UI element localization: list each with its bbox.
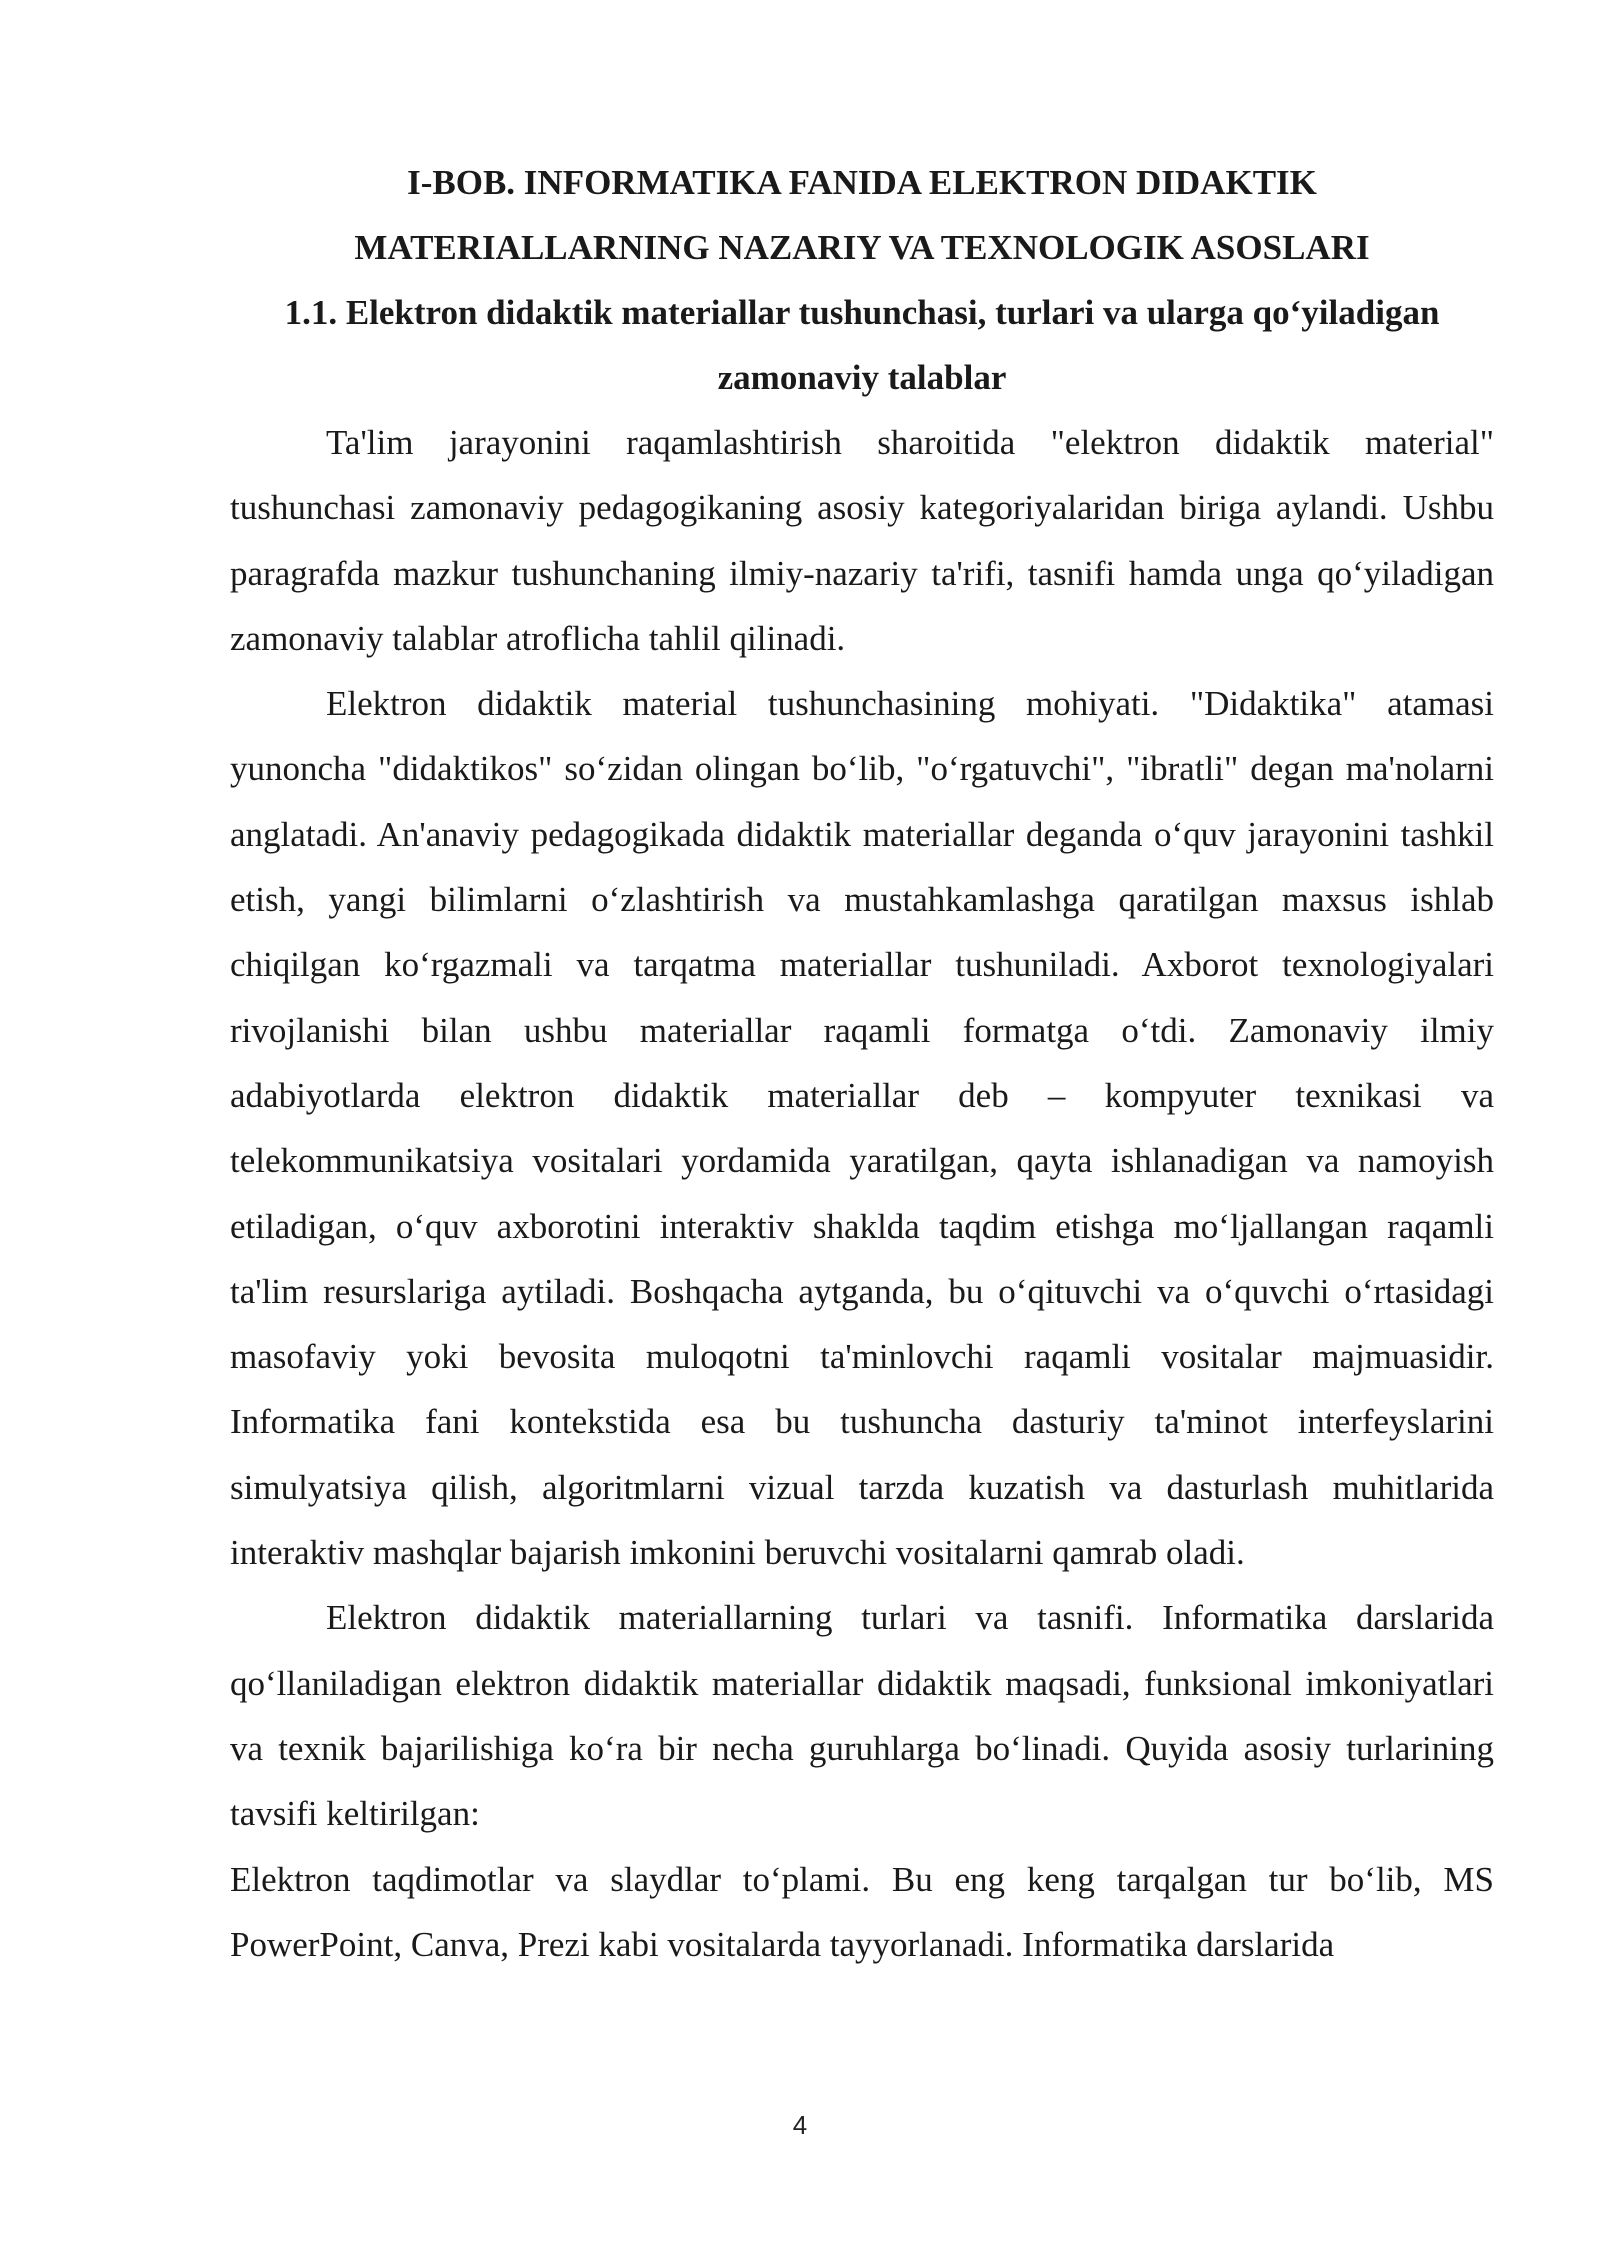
section-title-line-1: 1.1. Elektron didaktik materiallar tushunchasi, turlari va ularga qo‘yiladigan [284, 293, 1440, 332]
section-title-line-2: zamonaviy talablar [717, 358, 1007, 397]
paragraph-types: Elektron didaktik materiallarning turlari va tasnifi. Informatika darslarida qo‘llaniladigan elektron didaktik materiallar didaktik maqsadi, funksional imkoniyatlari va texnik bajarilishiga ko‘ra bir necha guruhlarga bo‘linadi. Quyida asosiy turlarining tavsifi keltirilgan: [230, 1598, 1494, 1834]
chapter-title-line-1: I-BOB. INFORMATIKA FANIDA ELEKTRON DIDAKTIK [407, 163, 1317, 202]
paragraph-essence: Elektron didaktik material tushunchasining mohiyati. "Didaktika" atamasi yunoncha "didaktikos" so‘zidan olingan bo‘lib, "o‘rgatuvchi", "ibratli" degan ma'nolarni anglatadi. An'anaviy pedagogikada didaktik materiallar deganda o‘quv jarayonini tashkil etish, yangi bilimlarni o‘zlashtirish va mustahkamlashga qaratilgan maxsus ishlab chiqilgan ko‘rgazmali va tarqatma materiallar tushuniladi. Axborot texnologiyalari rivojlanishi bilan ushbu materiallar raqamli formatga o‘tdi. Zamonaviy ilmiy adabiyotlarda elektron didaktik materiallar deb – kompyuter texnikasi va telekommunikatsiya vositalari yordamida yaratilgan, qayta ishlanadigan va namoyish etiladigan, o‘quv axborotini interaktiv shaklda taqdim etishga mo‘ljallangan raqamli ta'lim resurslariga aytiladi. Boshqacha aytganda, bu o‘qituvchi va o‘quvchi o‘rtasidagi masofaviy yoki bevosita muloqotni ta'minlovchi raqamli vositalar majmuasidir. Informatika fani kontekstida esa bu tushuncha dasturiy ta'minot interfeyslarini simulyatsiya qilish, algoritmlarni vizual tarzda kuzatish va dasturlash muhitlarida interaktiv mashqlar bajarish imkonini beruvchi vositalarni qamrab oladi. [230, 684, 1494, 1573]
document-page [230, 150, 1494, 1977]
page-number: 4 [792, 2110, 808, 2140]
paragraph-intro: Ta'lim jarayonini raqamlashtirish sharoitida "elektron didaktik material" tushunchasi zamonaviy pedagogikaning asosiy kategoriyalaridan biriga aylandi. Ushbu paragrafda mazkur tushunchaning ilmiy-nazariy ta'rifi, tasnifi hamda unga qo‘yiladigan zamonaviy talablar atroflicha tahlil qilinadi. [230, 423, 1494, 658]
chapter-title-line-2: MATERIALLARNING NAZARIY VA TEXNOLOGIK ASOSLARI [354, 228, 1370, 267]
paragraph-presentations: Elektron taqdimotlar va slaydlar to‘plami. Bu eng keng tarqalgan tur bo‘lib, MS PowerPoint, Canva, Prezi kabi vositalarda tayyorlanadi. Informatika darslarida [230, 1859, 1494, 1964]
